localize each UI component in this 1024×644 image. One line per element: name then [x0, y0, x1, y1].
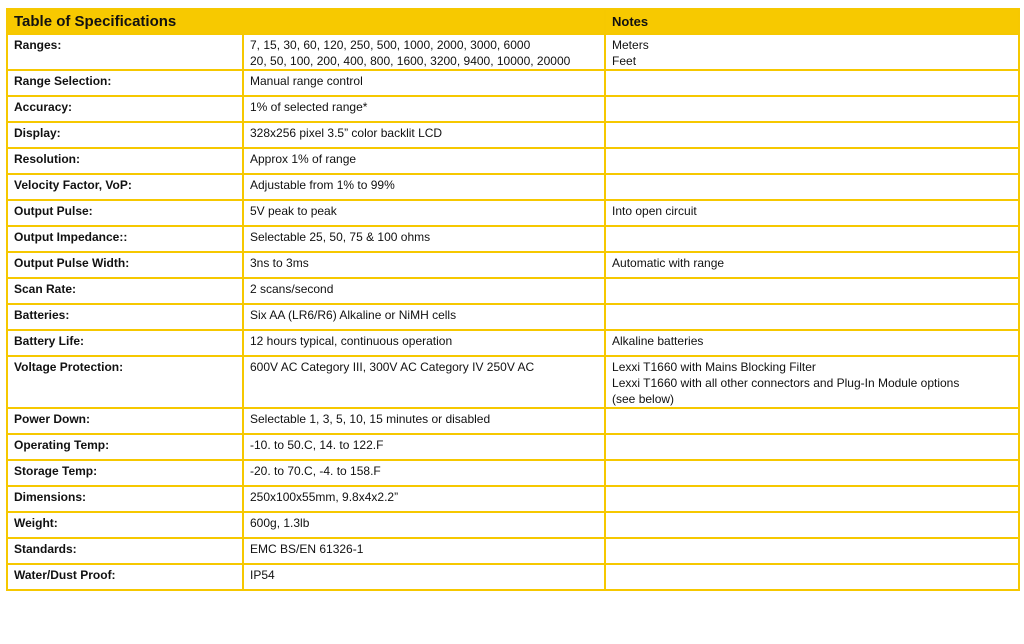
spec-value-line: Selectable 25, 50, 75 & 100 ohms — [250, 230, 431, 244]
spec-value-line: Manual range control — [250, 74, 363, 88]
table-row — [7, 408, 1019, 434]
spec-value — [243, 226, 605, 252]
table-body — [7, 34, 1019, 590]
spec-notes — [605, 486, 1019, 512]
spec-value-line: EMC BS/EN 61326-1 — [250, 542, 364, 556]
spec-value-line: 20, 50, 100, 200, 400, 800, 1600, 3200, 9400, 10000, 20000 — [250, 54, 571, 68]
spec-label: Batteries: — [7, 304, 243, 330]
notes-column-header: Notes — [605, 9, 1019, 34]
spec-value-line: 250x100x55mm, 9.8x4x2.2” — [250, 490, 399, 504]
spec-value — [243, 148, 605, 174]
table-row — [7, 564, 1019, 590]
spec-value — [243, 356, 605, 408]
spec-value — [243, 486, 605, 512]
spec-notes — [605, 304, 1019, 330]
spec-value-line: Six AA (LR6/R6) Alkaline or NiMH cells — [250, 308, 457, 322]
spec-label: Accuracy: — [7, 96, 243, 122]
spec-label: Scan Rate: — [7, 278, 243, 304]
spec-value-line: 3ns to 3ms — [250, 256, 309, 270]
spec-notes — [605, 434, 1019, 460]
spec-label: Output Pulse: — [7, 200, 243, 226]
spec-value — [243, 460, 605, 486]
table-row — [7, 226, 1019, 252]
spec-label: Output Pulse Width: — [7, 252, 243, 278]
spec-value — [243, 252, 605, 278]
spec-notes — [605, 122, 1019, 148]
spec-value — [243, 512, 605, 538]
spec-notes — [605, 278, 1019, 304]
table-row — [7, 148, 1019, 174]
spec-label: Range Selection: — [7, 70, 243, 96]
table-row — [7, 252, 1019, 278]
table-row — [7, 538, 1019, 564]
spec-value-line: 600g, 1.3lb — [250, 516, 310, 530]
spec-note-line: Meters — [612, 38, 649, 52]
spec-label: Weight: — [7, 512, 243, 538]
spec-value — [243, 174, 605, 200]
spec-notes — [605, 564, 1019, 590]
table-row — [7, 70, 1019, 96]
spec-value-line: 5V peak to peak — [250, 204, 337, 218]
table-row — [7, 330, 1019, 356]
spec-label: Display: — [7, 122, 243, 148]
spec-value-line: 1% of selected range* — [250, 100, 368, 114]
table-row — [7, 96, 1019, 122]
spec-label: Ranges: — [7, 34, 243, 70]
spec-notes — [605, 96, 1019, 122]
spec-notes — [605, 174, 1019, 200]
spec-notes — [605, 460, 1019, 486]
table-header — [7, 9, 1019, 34]
table-row — [7, 356, 1019, 408]
spec-notes — [605, 70, 1019, 96]
spec-value-line: -20. to 70.C, -4. to 158.F — [250, 464, 381, 478]
spec-notes — [605, 252, 1019, 278]
spec-value — [243, 122, 605, 148]
table-row — [7, 460, 1019, 486]
spec-label: Output Impedance:: — [7, 226, 243, 252]
spec-value — [243, 434, 605, 460]
spec-label: Dimensions: — [7, 486, 243, 512]
spec-notes — [605, 200, 1019, 226]
spec-value — [243, 200, 605, 226]
spec-notes — [605, 512, 1019, 538]
spec-value-line: 7, 15, 30, 60, 120, 250, 500, 1000, 2000, 3000, 6000 — [250, 38, 531, 52]
spec-value — [243, 96, 605, 122]
spec-value-line: -10. to 50.C, 14. to 122.F — [250, 438, 384, 452]
spec-note-line: Automatic with range — [612, 256, 725, 270]
spec-value-line: Adjustable from 1% to 99% — [250, 178, 395, 192]
table-row — [7, 278, 1019, 304]
header-row — [7, 9, 1019, 34]
spec-value — [243, 70, 605, 96]
table-row — [7, 434, 1019, 460]
spec-table-container — [6, 8, 1018, 591]
spec-notes — [605, 330, 1019, 356]
spec-label: Standards: — [7, 538, 243, 564]
spec-value — [243, 408, 605, 434]
spec-notes — [605, 408, 1019, 434]
table-row — [7, 486, 1019, 512]
table-row — [7, 122, 1019, 148]
spec-label: Velocity Factor, VoP: — [7, 174, 243, 200]
spec-note-line: Lexxi T1660 with Mains Blocking Filter — [612, 360, 816, 374]
spec-label: Water/Dust Proof: — [7, 564, 243, 590]
spec-value — [243, 304, 605, 330]
spec-value-line: Selectable 1, 3, 5, 10, 15 minutes or disabled — [250, 412, 491, 426]
specifications-table — [6, 8, 1020, 591]
spec-notes — [605, 356, 1019, 408]
spec-notes — [605, 226, 1019, 252]
spec-value — [243, 538, 605, 564]
spec-value-line: 328x256 pixel 3.5” color backlit LCD — [250, 126, 443, 140]
table-row — [7, 512, 1019, 538]
spec-label: Battery Life: — [7, 330, 243, 356]
table-row — [7, 200, 1019, 226]
spec-notes — [605, 538, 1019, 564]
spec-value-line: 12 hours typical, continuous operation — [250, 334, 453, 348]
spec-value — [243, 330, 605, 356]
spec-notes — [605, 148, 1019, 174]
table-row — [7, 174, 1019, 200]
spec-value-line: 600V AC Category III, 300V AC Category IV 250V AC — [250, 360, 535, 374]
spec-label: Storage Temp: — [7, 460, 243, 486]
spec-notes — [605, 34, 1019, 70]
table-title: Table of Specifications — [7, 9, 605, 34]
spec-label: Voltage Protection: — [7, 356, 243, 408]
spec-note-line: Feet — [612, 54, 637, 68]
spec-label: Resolution: — [7, 148, 243, 174]
table-row — [7, 34, 1019, 70]
spec-label: Power Down: — [7, 408, 243, 434]
spec-value — [243, 34, 605, 70]
spec-note-line: Alkaline batteries — [612, 334, 704, 348]
spec-value — [243, 278, 605, 304]
spec-note-line: Lexxi T1660 with all other connectors and Plug-In Module options — [612, 376, 960, 390]
table-row — [7, 304, 1019, 330]
spec-value-line: 2 scans/second — [250, 282, 334, 296]
spec-note-line: Into open circuit — [612, 204, 697, 218]
spec-label: Operating Temp: — [7, 434, 243, 460]
spec-value-line: Approx 1% of range — [250, 152, 357, 166]
spec-value-line: IP54 — [250, 568, 275, 582]
spec-value — [243, 564, 605, 590]
spec-note-line: (see below) — [612, 392, 675, 406]
